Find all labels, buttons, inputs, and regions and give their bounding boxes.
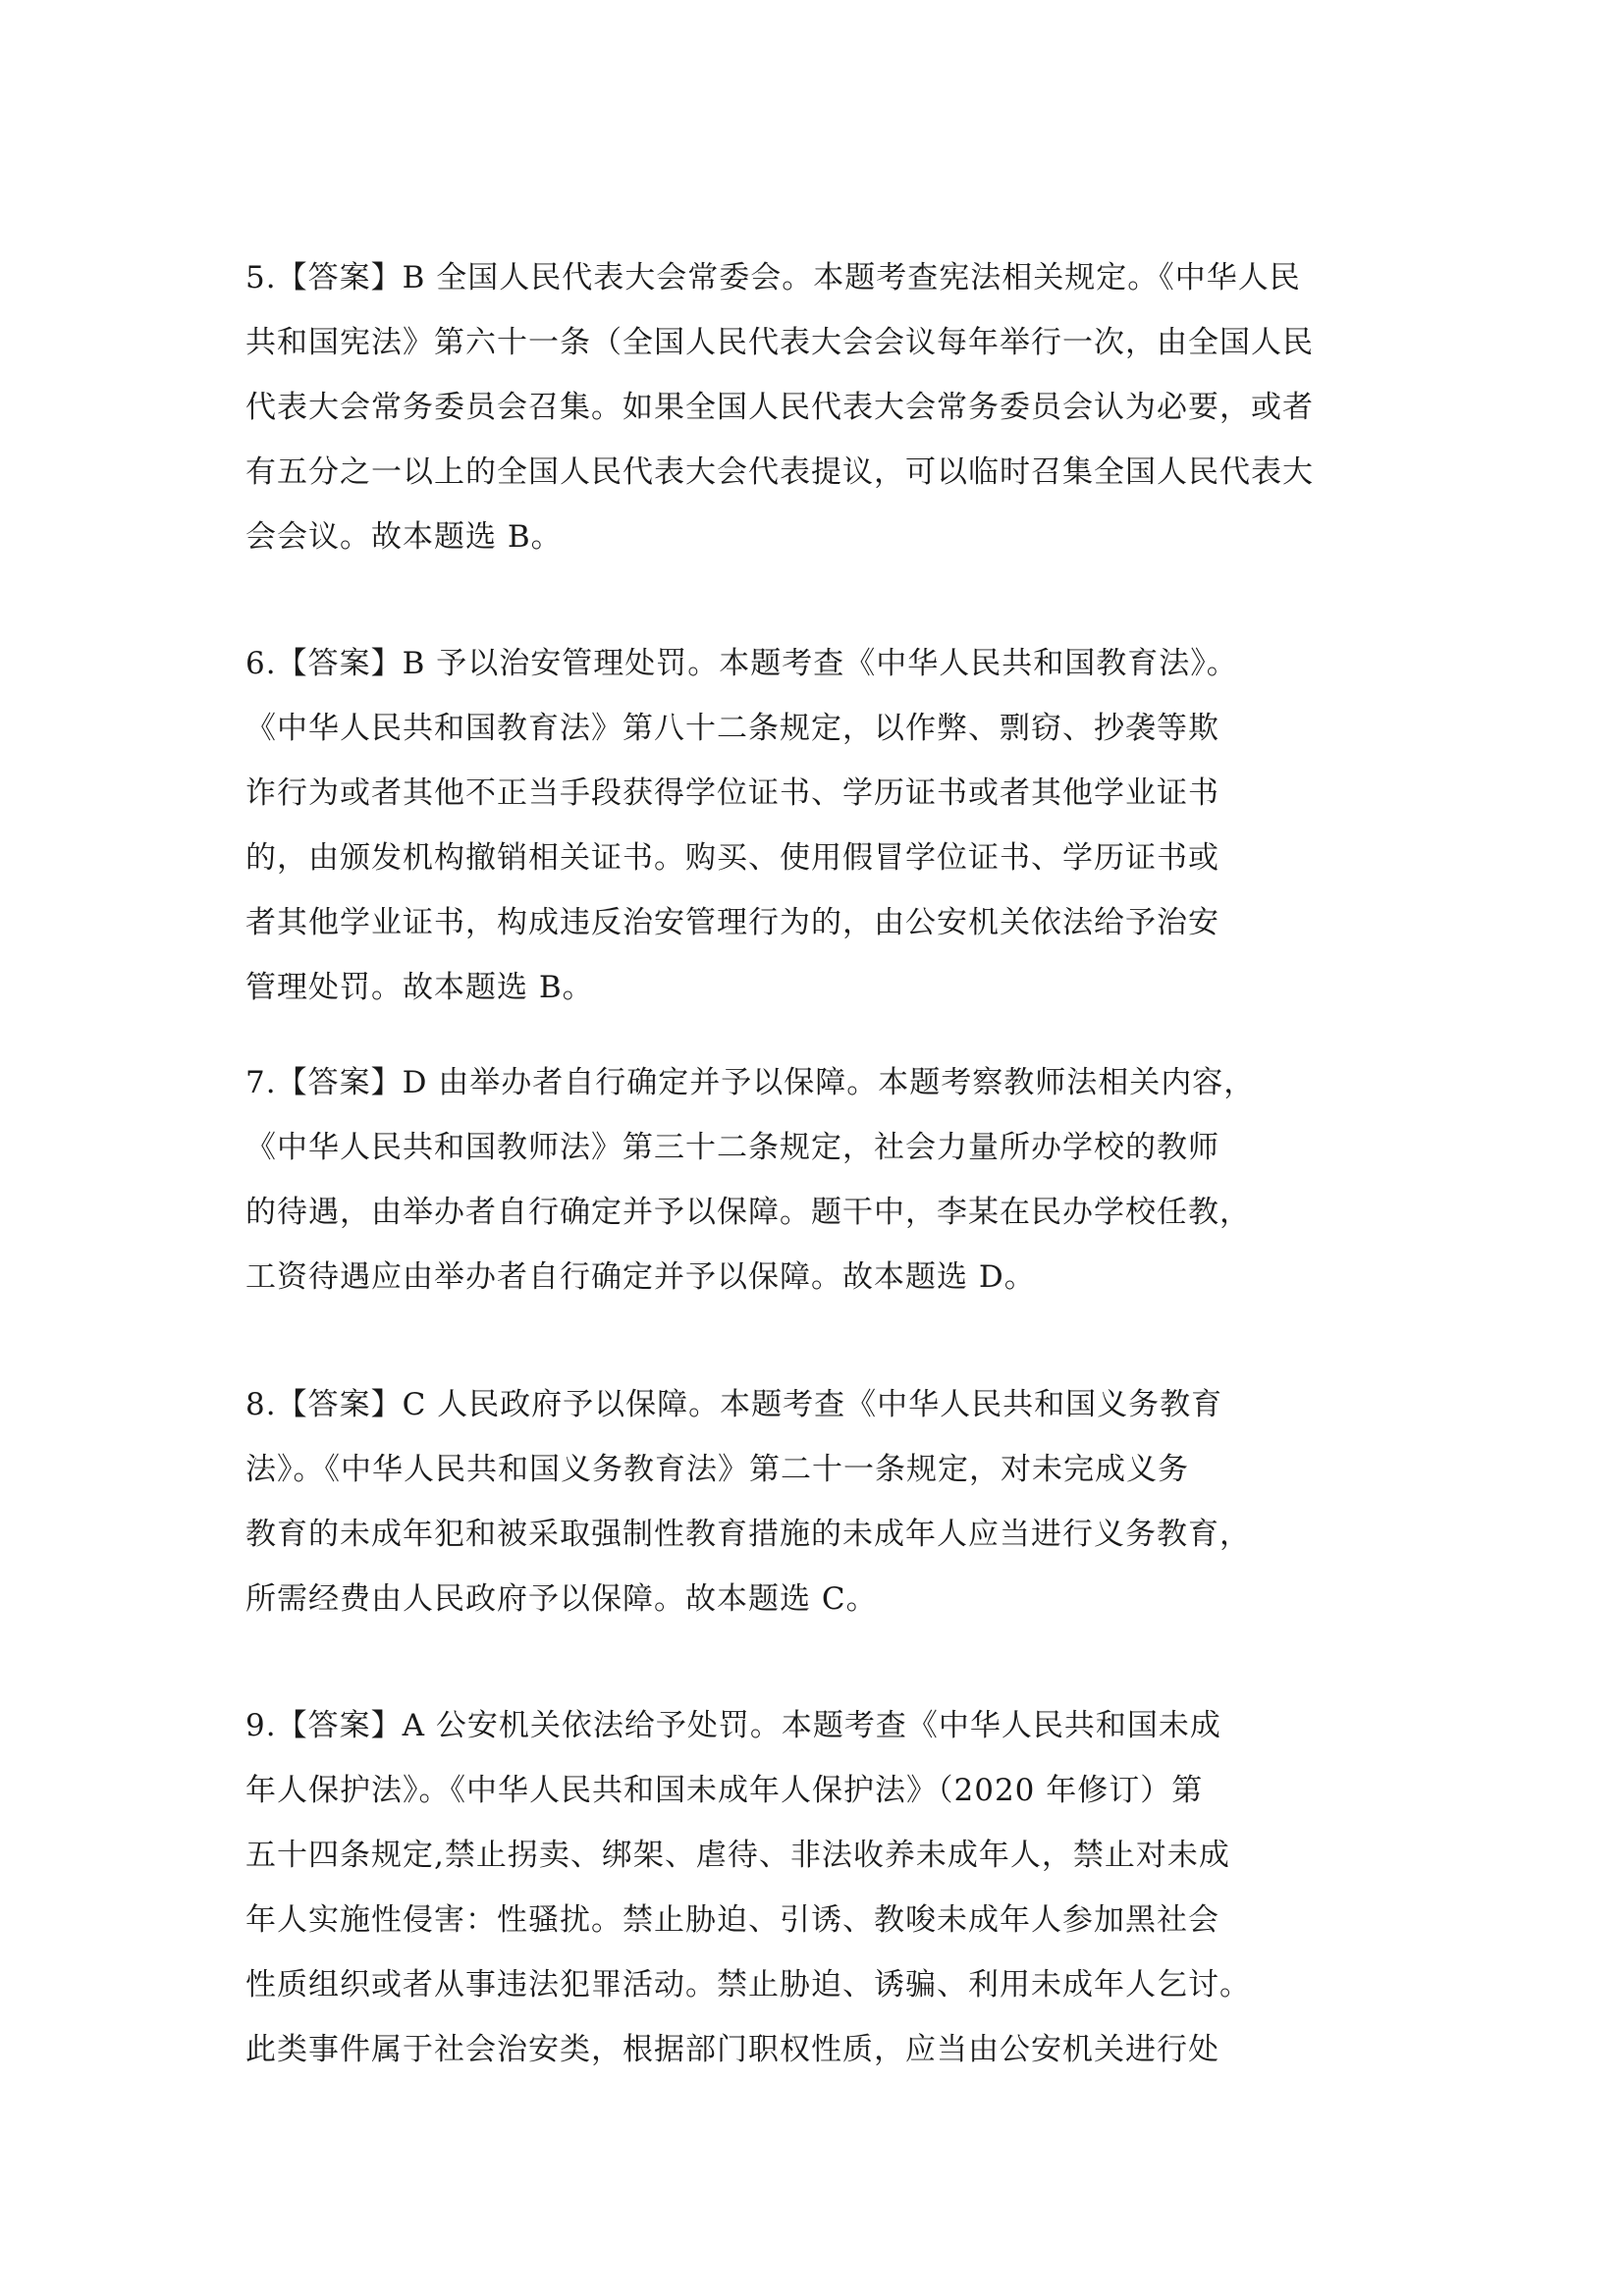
answer-line: 代表大会常务委员会召集。如果全国人民代表大会常务委员会认为必要，或者 [245, 390, 1314, 425]
answer-line: 年人保护法》。《中华人民共和国未成年人保护法》（2020 年修订）第 [245, 1773, 1204, 1808]
answer-line: 此类事件属于社会治安类，根据部门职权性质，应当由公安机关进行处 [245, 2032, 1219, 2067]
answer-line: 性质组织或者从事违法犯罪活动。禁止胁迫、诱骗、利用未成年人乞讨。 [245, 1967, 1251, 2002]
answer-line: 《中华人民共和国教师法》第三十二条规定，社会力量所办学校的教师 [245, 1130, 1219, 1165]
answer-line: 5.【答案】B 全国人民代表大会常委会。本题考查宪法相关规定。《中华人民 [245, 260, 1301, 295]
answer-9 [245, 1693, 1404, 2082]
answer-6 [245, 631, 1404, 1020]
answer-line: 《中华人民共和国教育法》第八十二条规定，以作弊、剽窃、抄袭等欺 [245, 711, 1219, 746]
answer-line: 9.【答案】A 公安机关依法给予处罚。本题考查《中华人民共和国未成 [245, 1708, 1221, 1743]
answer-8 [245, 1372, 1404, 1631]
answer-line: 所需经费由人民政府予以保障。故本题选 C。 [245, 1581, 878, 1617]
answer-line: 者其他学业证书，构成违反治安管理行为的，由公安机关依法给予治安 [245, 905, 1219, 940]
answer-7 [245, 1050, 1404, 1309]
answer-line: 共和国宪法》第六十一条（全国人民代表大会会议每年举行一次，由全国人民 [245, 325, 1314, 360]
answer-line: 法》。《中华人民共和国义务教育法》第二十一条规定，对未完成义务 [245, 1452, 1189, 1487]
answer-line: 工资待遇应由举办者自行确定并予以保障。故本题选 D。 [245, 1259, 1036, 1295]
answer-line: 有五分之一以上的全国人民代表大会代表提议，可以临时召集全国人民代表大 [245, 454, 1314, 490]
answer-line: 会会议。故本题选 B。 [245, 519, 563, 555]
answer-line: 教育的未成年犯和被采取强制性教育措施的未成年人应当进行义务教育， [245, 1517, 1251, 1552]
answer-line: 五十四条规定,禁止拐卖、绑架、虐待、非法收养未成年人，禁止对未成 [245, 1838, 1230, 1873]
answer-line: 诈行为或者其他不正当手段获得学位证书、学历证书或者其他学业证书 [245, 775, 1219, 811]
answer-line: 7.【答案】D 由举办者自行确定并予以保障。本题考察教师法相关内容， [245, 1065, 1256, 1100]
answer-line: 年人实施性侵害：性骚扰。禁止胁迫、引诱、教唆未成年人参加黑社会 [245, 1902, 1219, 1938]
answer-line: 的，由颁发机构撤销相关证书。购买、使用假冒学位证书、学历证书或 [245, 840, 1219, 876]
answer-line: 6.【答案】B 予以治安管理处罚。本题考查《中华人民共和国教育法》。 [245, 646, 1238, 681]
answer-line: 管理处罚。故本题选 B。 [245, 970, 594, 1005]
answer-line: 8.【答案】C 人民政府予以保障。本题考查《中华人民共和国义务教育 [245, 1387, 1223, 1422]
answer-line: 的待遇，由举办者自行确定并予以保障。题干中，李某在民办学校任教， [245, 1195, 1251, 1230]
answer-5 [245, 245, 1404, 569]
